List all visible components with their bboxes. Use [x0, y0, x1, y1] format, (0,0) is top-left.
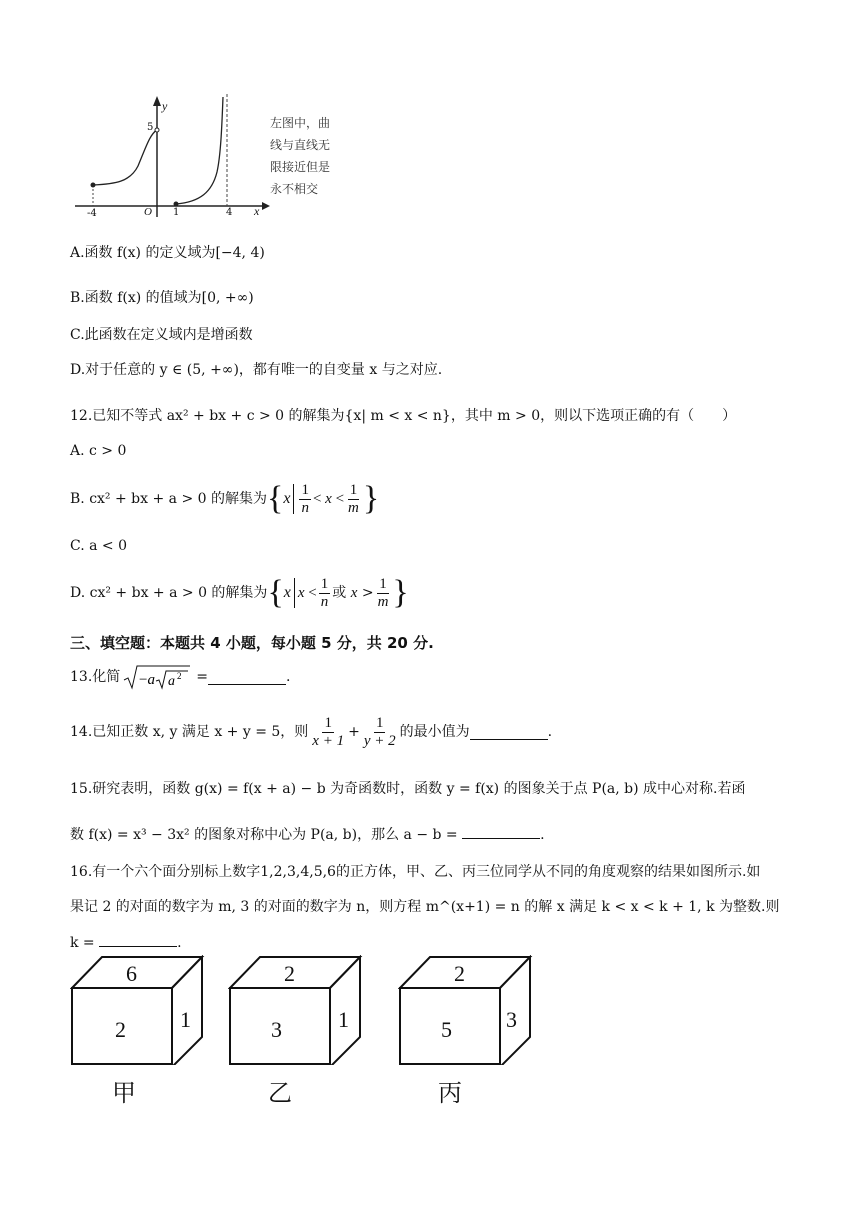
frac-1-y2: $\frac{1}{y + 2}$ [363, 714, 396, 749]
var-x: x [283, 584, 291, 601]
tick-5: 5 [147, 122, 154, 133]
cube-yi [228, 955, 363, 1105]
cube-top-number: 2 [284, 961, 295, 986]
cube-front-number: 3 [271, 1017, 282, 1042]
frac-1-n: $\frac{1}{n}$ [320, 575, 329, 610]
q14: 14.已知正数 x, y 满足 x + y = 5，则 $\frac{1}{x + 1}$ + $\frac{1}{y + 2}$ 的最小值为 . [70, 714, 553, 749]
q16-line1: 16.有一个六个面分别标上数字1,2,3,4,5,6的正方体，甲、乙、丙三位同学从不同的角度观察的结果如图所示.如 [70, 864, 761, 880]
q15-line2-text: 数 f(x) = x³ − 3x² 的图象对称中心为 P(a, b)，那么 a − b = [70, 827, 458, 843]
cube-top-number: 6 [126, 961, 137, 986]
q13-text: 13.化简 [70, 669, 121, 685]
frac-1-m: $\frac{1}{m}$ [348, 481, 359, 516]
frac-1-n: $\frac{1}{n}$ [301, 481, 309, 516]
y-axis-label: y [162, 99, 168, 113]
brace-close: } [362, 480, 380, 517]
cube-bing [398, 955, 533, 1105]
q14-suffix: 的最小值为 [399, 724, 470, 740]
q12-option-b-prefix: B. cx² + bx + a > 0 的解集为 [70, 491, 267, 507]
q16-line3: k = . [70, 932, 182, 953]
set-bar [293, 484, 294, 514]
cube-top-number: 2 [454, 961, 465, 986]
note-line: 左图中，曲 [270, 116, 331, 130]
svg-text:−a: −a [139, 672, 156, 688]
q11-option-a: A.函数 f(x) 的定义域为[−4, 4) [70, 245, 265, 261]
q12-option-a: A. c > 0 [70, 443, 127, 459]
equals: = [196, 669, 208, 685]
brace-open: { [267, 480, 284, 517]
function-graph [70, 92, 270, 222]
lt-x-lt: < x < [312, 491, 345, 507]
svg-text:2: 2 [177, 671, 182, 681]
y-axis-arrow [153, 96, 161, 106]
cube-label: 甲 [112, 1079, 136, 1107]
x-axis-arrow [262, 202, 270, 210]
q13: 13.化简 −a a 2 = . [70, 662, 290, 692]
q16-line3-text: k = [70, 935, 95, 951]
cube-front-number: 5 [441, 1017, 452, 1042]
tick-1: 1 [173, 207, 180, 218]
curve-right [176, 97, 223, 204]
note-line: 线与直线无 [270, 138, 331, 152]
q11-option-d: D.对于任意的 y ∈ (5, +∞)，都有唯一的自变量 x 与之对应. [70, 362, 443, 378]
set-bar [294, 578, 295, 608]
tick-m4: -4 [87, 208, 97, 219]
graph-svg [70, 92, 270, 222]
q16-line2: 果记 2 的对面的数字为 m, 3 的对面的数字为 n，则方程 m^(x+1) = n 的解 x 满足 k < x < k + 1, k 为整数.则 [70, 899, 780, 915]
svg-text:a: a [168, 674, 176, 689]
cube-side-number: 1 [180, 1007, 191, 1032]
tick-4: 4 [226, 207, 233, 218]
q12-option-d [70, 568, 409, 618]
frac-1-x1: $\frac{1}{x + 1}$ [312, 714, 345, 749]
x-axis-label: x [254, 204, 260, 218]
section-heading: 三、填空题：本题共 4 小题，每小题 5 分，共 20 分. [70, 634, 434, 652]
curve-left [93, 130, 157, 185]
cube-jia [70, 955, 205, 1105]
q12-option-c: C. a < 0 [70, 538, 127, 554]
var-x: x [283, 490, 291, 507]
cube-side-number: 3 [506, 1007, 517, 1032]
q11-option-b: B.函数 f(x) 的值域为[0, +∞) [70, 290, 254, 306]
x-lt: x < [297, 585, 317, 601]
point-start-right [174, 202, 179, 207]
graph-note [270, 112, 330, 200]
q12-option-b [70, 474, 379, 524]
cube-side-number: 1 [338, 1007, 349, 1032]
answer-blank[interactable] [470, 725, 548, 740]
brace-close: } [392, 574, 409, 611]
answer-blank[interactable] [99, 932, 177, 947]
q15-line1: 15.研究表明，函数 g(x) = f(x + a) − b 为奇函数时，函数 y = f(x) 的图象关于点 P(a, b) 成中心对称.若函 [70, 781, 746, 797]
or-x-gt: 或 x > [332, 585, 374, 601]
q12-option-d-prefix: D. cx² + bx + a > 0 的解集为 [70, 585, 268, 601]
point-start-left [91, 183, 96, 188]
sqrt-expression [122, 663, 192, 691]
cube-label: 乙 [268, 1079, 292, 1107]
plus: + [348, 724, 360, 740]
note-line: 永不相交 [270, 182, 319, 196]
note-line: 限接近但是 [270, 160, 331, 174]
answer-blank[interactable] [462, 824, 540, 839]
q12-stem: 12.已知不等式 ax² + bx + c > 0 的解集为{x| m < x < n}，其中 m > 0，则以下选项正确的有（ ） [70, 408, 737, 424]
answer-blank[interactable] [208, 670, 286, 685]
cube-label: 丙 [438, 1079, 462, 1107]
tick-origin: O [144, 206, 152, 218]
q11-option-c: C.此函数在定义域内是增函数 [70, 327, 253, 343]
q14-prefix: 14.已知正数 x, y 满足 x + y = 5，则 [70, 724, 309, 740]
q15-line2: 数 f(x) = x³ − 3x² 的图象对称中心为 P(a, b)，那么 a − b = . [70, 824, 545, 845]
frac-1-m: $\frac{1}{m}$ [377, 575, 389, 610]
point-open-left [155, 128, 159, 132]
brace-open: { [267, 574, 284, 611]
cube-front-number: 2 [115, 1017, 126, 1042]
